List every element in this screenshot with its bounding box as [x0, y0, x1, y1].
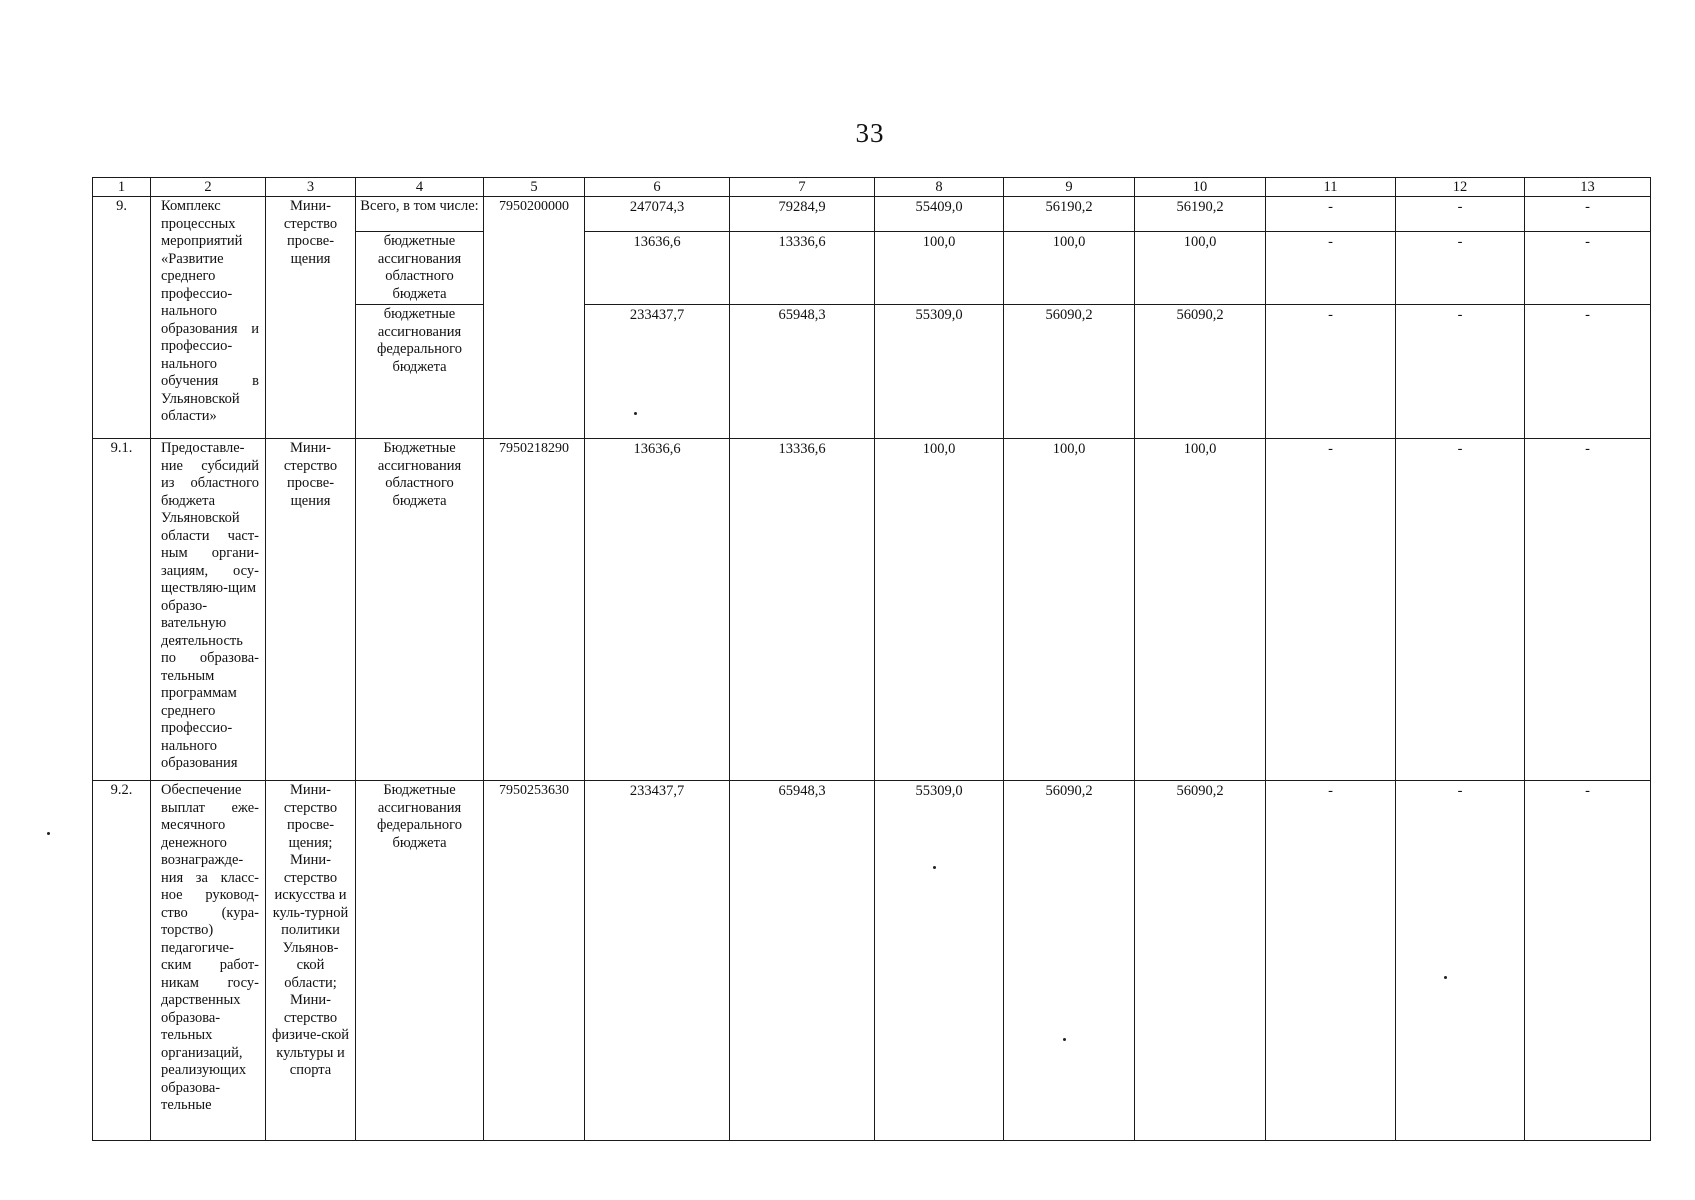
value-cell: 233437,7	[585, 305, 730, 439]
scan-speck	[1444, 976, 1447, 979]
value-cell: 100,0	[875, 232, 1004, 305]
scan-speck	[47, 832, 50, 835]
value-cell: 56090,2	[1004, 305, 1135, 439]
table-row	[93, 197, 1651, 232]
budget-table	[92, 177, 1651, 1141]
value-cell: -	[1396, 781, 1525, 1141]
value-cell: 100,0	[875, 439, 1004, 781]
funding-source: Всего, в том числе:	[356, 197, 484, 232]
header-cell: 2	[151, 178, 266, 197]
table-row	[93, 439, 1651, 781]
value-cell: -	[1525, 232, 1651, 305]
value-cell: -	[1396, 439, 1525, 781]
row-number: 9.	[93, 197, 151, 439]
budget-code: 7950253630	[484, 781, 585, 1141]
value-cell: 233437,7	[585, 781, 730, 1141]
value-cell: -	[1396, 305, 1525, 439]
funding-source: Бюджетные ассигнования областного бюджета	[356, 439, 484, 781]
value-cell: -	[1525, 197, 1651, 232]
scan-speck	[634, 412, 637, 415]
funding-source: Бюджетные ассигнования федерального бюджета	[356, 781, 484, 1141]
header-cell: 13	[1525, 178, 1651, 197]
value-cell: 100,0	[1135, 439, 1266, 781]
table-row	[93, 781, 1651, 1141]
budget-code: 7950218290	[484, 439, 585, 781]
value-cell: 100,0	[1004, 439, 1135, 781]
measure-name: Комплекс процессных мероприятий «Развитие среднего профессио-нального образования и профессио-нального обучения в Ульяновской области»	[151, 197, 266, 439]
funding-source: бюджетные ассигнования областного бюджета	[356, 232, 484, 305]
value-cell: 247074,3	[585, 197, 730, 232]
header-cell: 5	[484, 178, 585, 197]
header-row	[93, 178, 1651, 197]
value-cell: 100,0	[1004, 232, 1135, 305]
value-cell: 65948,3	[730, 305, 875, 439]
value-cell: 55309,0	[875, 781, 1004, 1141]
measure-name: Обеспечение выплат еже-месячного денежного вознагражде-ния за класс-ное руковод-ство (кура-торство) педагогиче-ским работ-никам госу-дарственных образова-тельных организаций, реализующих образова-тельные	[151, 781, 266, 1141]
budget-code: 7950200000	[484, 197, 585, 439]
page-number: 33	[855, 118, 885, 148]
value-cell: 55409,0	[875, 197, 1004, 232]
value-cell: -	[1266, 232, 1396, 305]
header-cell: 6	[585, 178, 730, 197]
value-cell: -	[1266, 197, 1396, 232]
value-cell: -	[1396, 197, 1525, 232]
header-cell: 4	[356, 178, 484, 197]
value-cell: -	[1525, 781, 1651, 1141]
value-cell: -	[1525, 305, 1651, 439]
value-cell: -	[1266, 305, 1396, 439]
header-cell: 8	[875, 178, 1004, 197]
header-cell: 9	[1004, 178, 1135, 197]
row-number: 9.1.	[93, 439, 151, 781]
value-cell: 56190,2	[1004, 197, 1135, 232]
measure-name: Предоставле-ние субсидий из областного бюджета Ульяновской области част-ным органи-зациям, осу-ществляю-щим образо-вательную деятельность по образова-тельным программам среднего профессио-нального образования	[151, 439, 266, 781]
scan-speck	[933, 866, 936, 869]
header-cell: 11	[1266, 178, 1396, 197]
value-cell: 56090,2	[1004, 781, 1135, 1141]
executor: Мини-стерство просве-щения	[266, 439, 356, 781]
header-cell: 3	[266, 178, 356, 197]
value-cell: 65948,3	[730, 781, 875, 1141]
value-cell: 13336,6	[730, 232, 875, 305]
value-cell: -	[1396, 232, 1525, 305]
executor: Мини-стерство просве-щения; Мини-стерство искусства и куль-турной политики Ульянов-ской области; Мини-стерство физиче-ской культуры и спорта	[266, 781, 356, 1141]
value-cell: 56190,2	[1135, 197, 1266, 232]
value-cell: -	[1525, 439, 1651, 781]
value-cell: 79284,9	[730, 197, 875, 232]
value-cell: 100,0	[1135, 232, 1266, 305]
header-cell: 7	[730, 178, 875, 197]
header-cell: 12	[1396, 178, 1525, 197]
executor: Мини-стерство просве-щения	[266, 197, 356, 439]
value-cell: 55309,0	[875, 305, 1004, 439]
scan-speck	[1063, 1038, 1066, 1041]
header-cell: 1	[93, 178, 151, 197]
row-number: 9.2.	[93, 781, 151, 1141]
header-cell: 10	[1135, 178, 1266, 197]
value-cell: -	[1266, 439, 1396, 781]
value-cell: 56090,2	[1135, 781, 1266, 1141]
value-cell: 13636,6	[585, 232, 730, 305]
funding-source: бюджетные ассигнования федерального бюджета	[356, 305, 484, 439]
value-cell: 13336,6	[730, 439, 875, 781]
value-cell: 56090,2	[1135, 305, 1266, 439]
value-cell: 13636,6	[585, 439, 730, 781]
value-cell: -	[1266, 781, 1396, 1141]
